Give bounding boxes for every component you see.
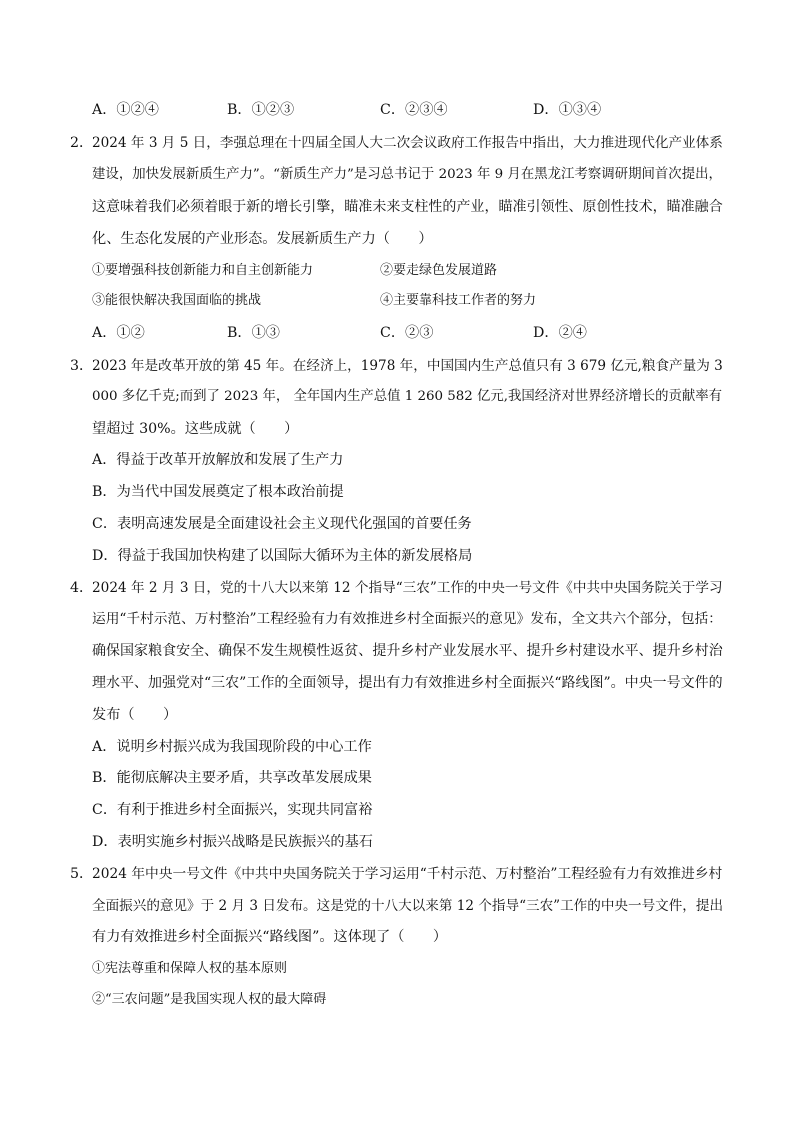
q5-stem-line: 全面振兴的意见》于 2 月 3 日发布。这是党的十八大以来第 12 个指导“三农”工作的中央一号文件，提出 — [92, 898, 724, 914]
q4-option-c: C．有利于推进乡村全面振兴，实现共同富裕 — [92, 802, 373, 818]
q1-option-a: A．①②④ — [92, 102, 159, 118]
q3-option-b: B．为当代中国发展奠定了根本政治前提 — [92, 484, 344, 500]
q4-option-a: A．说明乡村振兴成为我国现阶段的中心工作 — [92, 739, 372, 755]
q4-option-b: B．能彻底解决主要矛盾，共享改革发展成果 — [92, 770, 372, 786]
q2-option-c: C．②③ — [380, 325, 434, 341]
q5-number: 5． — [70, 866, 94, 882]
q3-option-a: A．得益于改革开放解放和发展了生产力 — [92, 452, 344, 468]
q2-stem-line: 建设，加快发展新质生产力”。“新质生产力”是习总书记于 2023 年 9 月在黑龙江考察调研期间首次提出， — [92, 167, 722, 182]
q2-statement-1: ①要增强科技创新能力和自主创新能力 — [92, 263, 314, 278]
q2-statement-3: ③能很快解决我国面临的挑战 — [92, 293, 262, 308]
q4-option-d: D．表明实施乡村振兴战略是民族振兴的基石 — [92, 834, 373, 850]
q4-number: 4． — [70, 580, 94, 596]
q3-option-c: C．表明高速发展是全面建设社会主义现代化强国的首要任务 — [92, 516, 472, 532]
q3-stem-line: 000 多亿千克;而到了 2023 年， 全年国内生产总值 1 260 582 亿元,我国经济对世界经济增长的贡献率有 — [92, 389, 723, 404]
q2-option-a: A．①② — [92, 325, 145, 341]
q2-option-d: D．②④ — [533, 325, 587, 341]
q2-stem-line: 这意味着我们必须着眼于新的增长引擎，瞄准未来支柱性的产业，瞄准引领性、原创性技术，瞄准融合 — [92, 199, 723, 215]
q3-stem-line: 2023 年是改革开放的第 45 年。在经济上，1978 年，中国国内生产总值只有 3 679 亿元,粮食产量为 3 — [92, 358, 723, 374]
q5-statement-1: ①宪法尊重和保障人权的基本原则 — [92, 961, 288, 976]
q5-statement-2: ②“三农问题”是我国实现人权的最大障碍 — [92, 992, 327, 1007]
q2-option-b: B．①③ — [227, 325, 280, 341]
q4-stem-line: 确保国家粮食安全、确保不发生规模性返贫、提升乡村产业发展水平、提升乡村建设水平、提升乡村治 — [92, 643, 723, 659]
q4-stem-line: 理水平、加强党对“三农”工作的全面领导，提出有力有效推进乡村全面振兴“路线图”。中央一号文件的 — [92, 675, 723, 691]
q1-option-b: B．①②③ — [227, 102, 295, 118]
q2-stem-line: 化、生态化发展的产业形态。发展新质生产力（ ） — [92, 231, 433, 247]
q5-stem-line: 有力有效推进乡村全面振兴“路线图”。这体现了（ ） — [92, 929, 448, 945]
q5-stem-line: 2024 年中央一号文件《中共中央国务院关于学习运用“千村示范、万村整治”工程经验有力有效推进乡村 — [92, 866, 723, 882]
q4-stem-line: 2024 年 2 月 3 日，党的十八大以来第 12 个指导“三农”工作的中央一号文件《中共中央国务院关于学习 — [92, 580, 723, 596]
q4-stem-line: 运用“千村示范、万村整治”工程经验有力有效推进乡村全面振兴的意见》发布，全文共六个部分，包括： — [92, 611, 722, 627]
q2-stem-line: 2024 年 3 月 5 日，李强总理在十四届全国人大二次会议政府工作报告中指出，大力推进现代化产业体系 — [92, 135, 723, 151]
q3-stem-line: 望超过 30%。这些成就（ ） — [92, 421, 299, 437]
q2-number: 2． — [70, 135, 94, 151]
q3-option-d: D．得益于我国加快构建了以国际大循环为主体的新发展格局 — [92, 548, 473, 564]
q4-stem-line: 发布（ ） — [92, 707, 178, 723]
q1-option-d: D．①③④ — [533, 102, 602, 118]
q1-option-c: C．②③④ — [380, 102, 448, 118]
q2-statement-4: ④主要靠科技工作者的努力 — [380, 293, 537, 308]
q2-statement-2: ②要走绿色发展道路 — [380, 263, 498, 278]
q3-number: 3． — [70, 358, 94, 374]
